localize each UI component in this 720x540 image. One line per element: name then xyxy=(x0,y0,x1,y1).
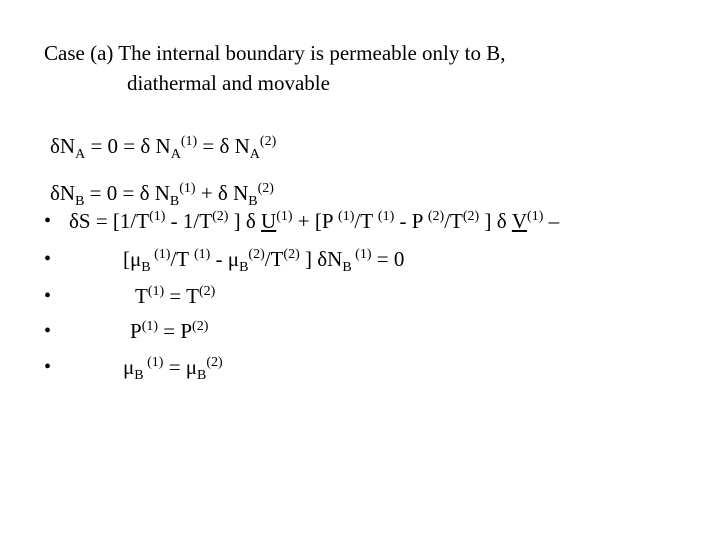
bullet-5: • xyxy=(44,356,52,378)
equation-chemical-potential: [$\mu_B$ $^{(1)}$/T $^{(1)} - \mu_B^{(2)}/T^{(2)}$ ] $\delta N_B$ $^{(1)}$ = 0 xyxy=(123,247,405,275)
heading-line-2: diathermal and movable xyxy=(127,71,330,95)
equation-delta-nb: $\delta N_B = 0 = \delta$ $N_B^{(1)} + \delta$ $N_B^{(2)}$ xyxy=(50,181,274,209)
equation-potential-equality: $\mu_B$ $^{(1)} = \mu_B^{(2)}$ xyxy=(123,355,223,383)
equation-entropy: $\delta S = [1/T^{(1)} - 1/T^{(2)}$ ] δ $U^{(1)} + [P$ $^{(1)}$/T $^{(1)}$ - P $^{(2)}/T^{(2)}$ ] δ $V^{(1)}$ – xyxy=(69,209,560,233)
bullet-3: • xyxy=(44,285,52,307)
equation-pressure-equality: $P^{(1)} = P^{(2)}$ xyxy=(130,319,209,343)
equation-delta-na: $\delta N_A = 0 = \delta$ $N_A^{(1)} = \delta$ $N_A^{(2)}$ xyxy=(50,134,277,162)
bullet-1: • xyxy=(44,210,52,232)
equation-temperature-equality: $T^{(1)} = T^{(2)}$ xyxy=(135,284,216,308)
bullet-4: • xyxy=(44,320,52,342)
bullet-2: • xyxy=(44,248,52,270)
heading-line-1: Case (a) The internal boundary is permeable only to B, xyxy=(44,41,506,65)
